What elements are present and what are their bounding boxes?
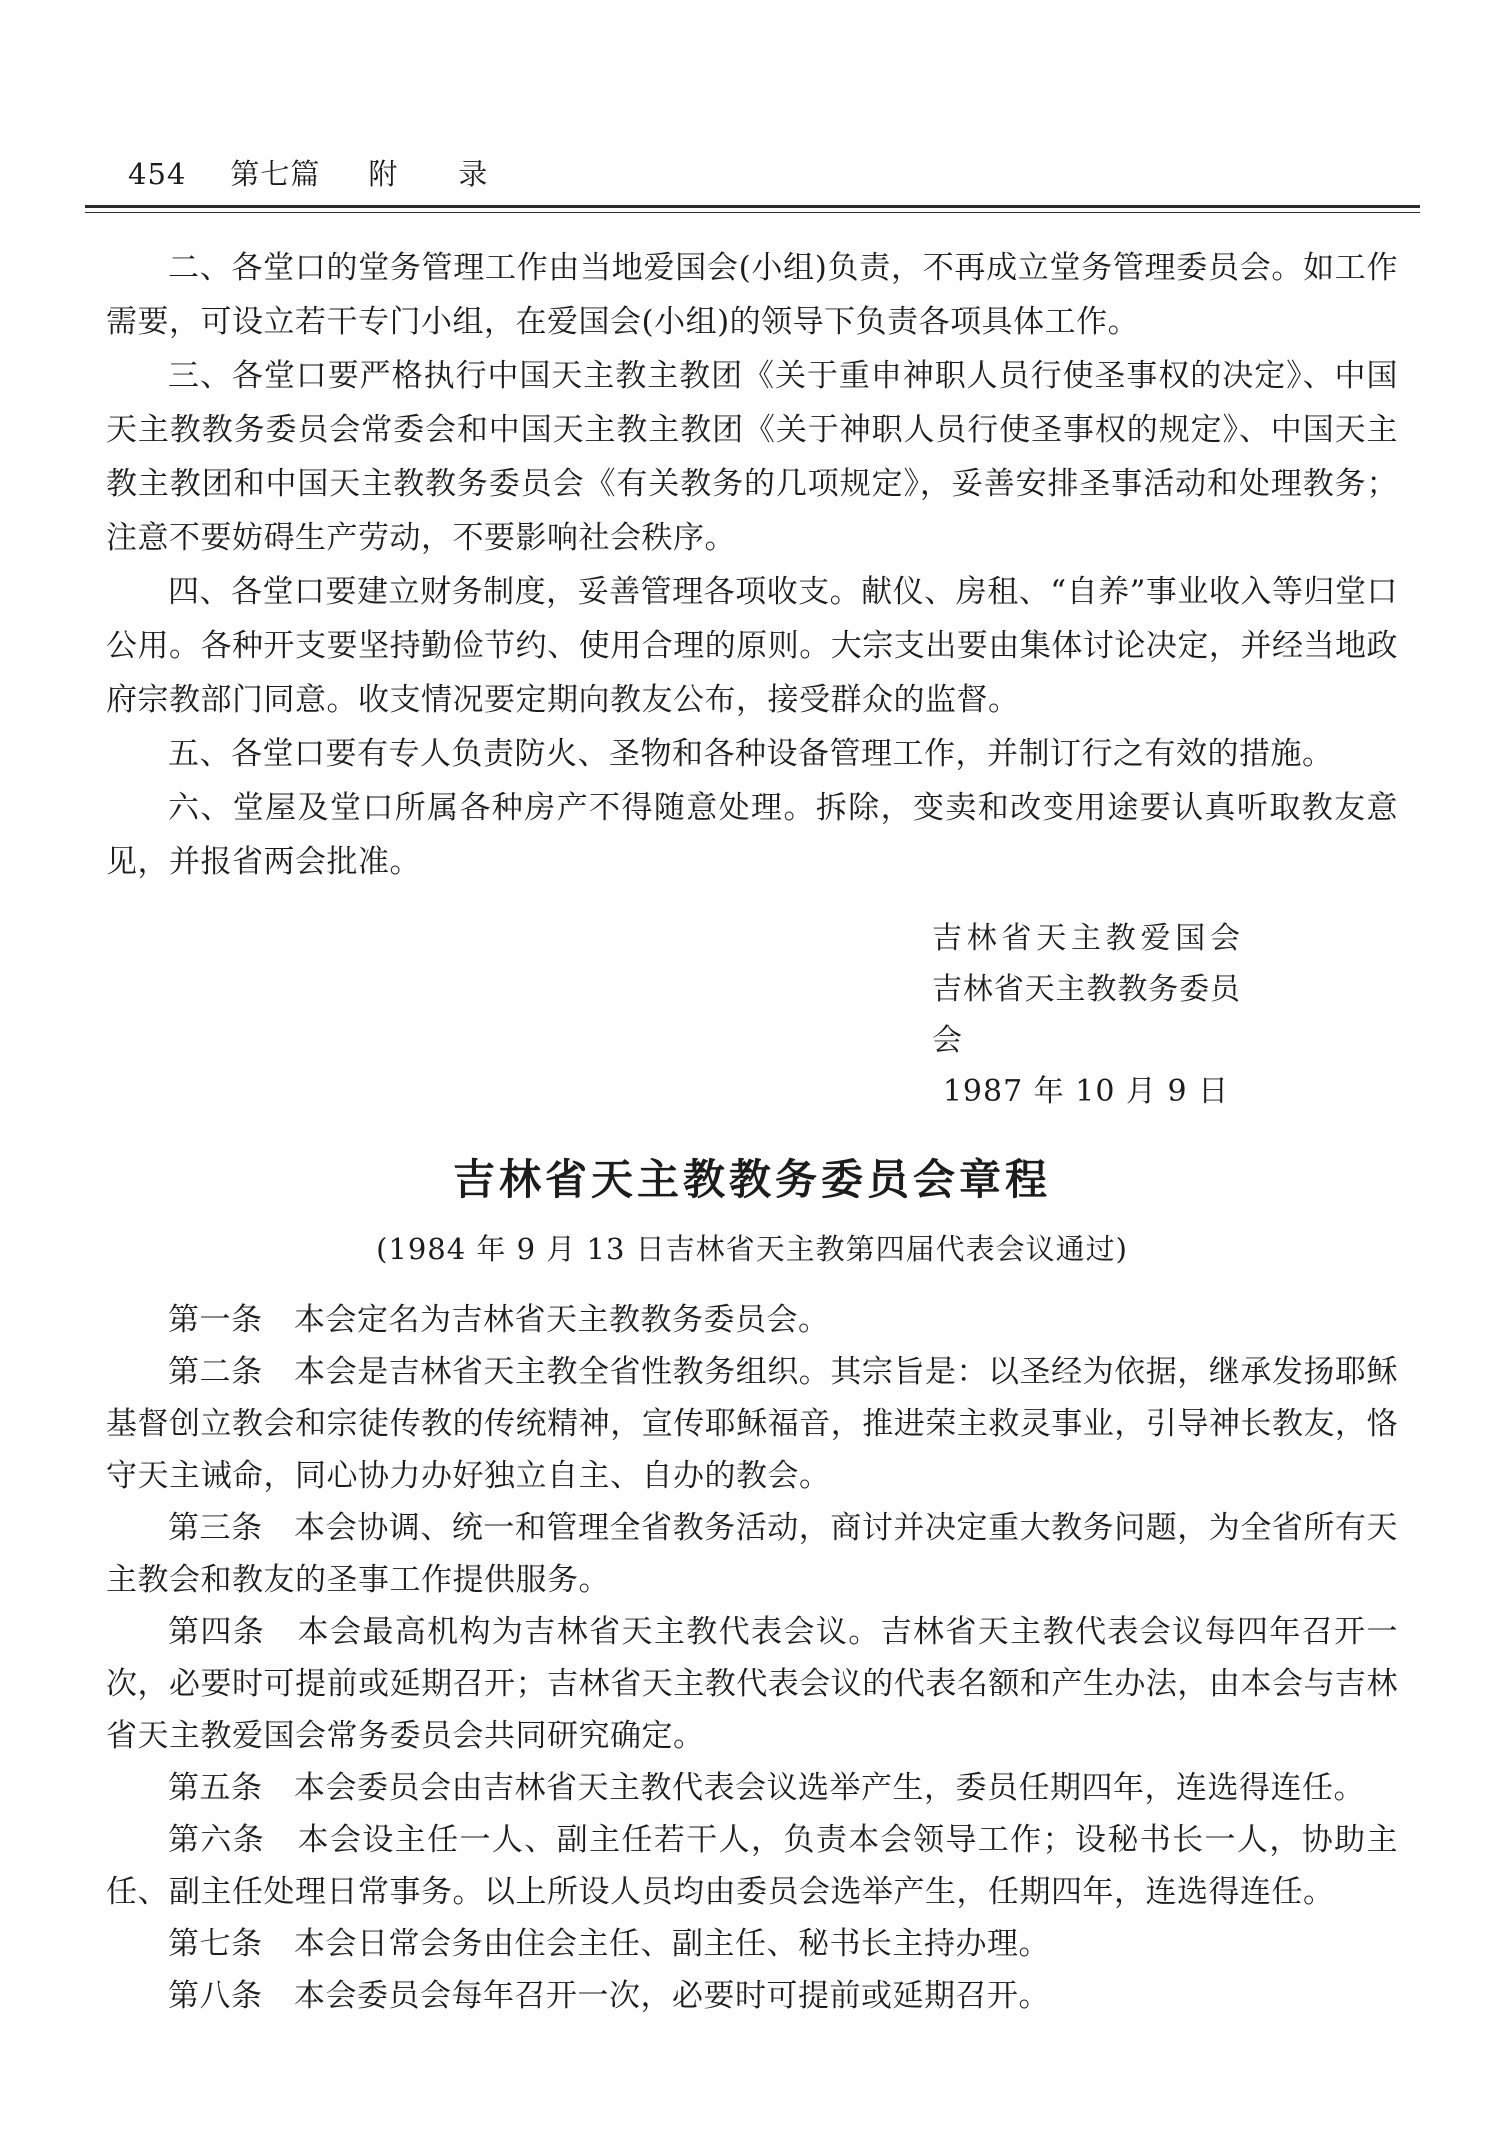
charter-article: 第三条 本会协调、统一和管理全省教务活动，商讨并决定重大教务问题，为全省所有天主教会和教友的圣事工作提供服务。 xyxy=(106,1510,1398,1598)
charter-article: 第六条 本会设主任一人、副主任若干人，负责本会领导工作；设秘书长一人，协助主任、副主任处理日常事务。以上所设人员均由委员会选举产生，任期四年，连选得连任。 xyxy=(106,1822,1398,1910)
notice-paragraph: 五、各堂口要有专人负责防火、圣物和各种设备管理工作，并制订行之有效的措施。 xyxy=(168,736,1334,772)
charter-article: 第八条 本会委员会每年召开一次，必要时可提前或延期召开。 xyxy=(168,1978,1050,2014)
charter-article: 第二条 本会是吉林省天主教全省性教务组织。其宗旨是：以圣经为依据，继承发扬耶稣基督创立教会和宗徒传教的传统精神，宣传耶稣福音，推进荣主救灵事业，引导神长教友，恪守天主诫命，同心协力办好独立自主、自办的教会。 xyxy=(106,1354,1398,1494)
signature-block xyxy=(932,913,1240,1117)
charter-article: 第一条 本会定名为吉林省天主教教务委员会。 xyxy=(168,1302,830,1338)
page-number: 454 xyxy=(128,157,187,191)
notice-paragraph: 三、各堂口要严格执行中国天主教主教团《关于重申神职人员行使圣事权的决定》、中国天主教教务委员会常委会和中国天主教主教团《关于神职人员行使圣事权的规定》、中国天主教主教团和中国天主教教务委员会《有关教务的几项规定》，妥善安排圣事活动和处理教务；注意不要妨碍生产劳动，不要影响社会秩序。 xyxy=(106,358,1398,556)
charter-articles xyxy=(106,1294,1398,2022)
signature-date: 1987 年 10 月 9 日 xyxy=(942,1074,1230,1109)
notice-paragraph: 二、各堂口的堂务管理工作由当地爱国会(小组)负责，不再成立堂务管理委员会。如工作需要，可设立若干专门小组，在爱国会(小组)的领导下负责各项具体工作。 xyxy=(106,250,1398,340)
signature-org-2: 吉林省天主教教务委员会 xyxy=(932,972,1240,1058)
section-label: 第七篇 xyxy=(230,157,321,191)
charter-title: 吉林省天主教教务委员会章程 xyxy=(452,1155,1051,1204)
notice-paragraph: 六、堂屋及堂口所属各种房产不得随意处理。拆除，变卖和改变用途要认真听取教友意见，并报省两会批准。 xyxy=(106,790,1398,880)
signature-org-1: 吉林省天主教爱国会 xyxy=(932,921,1240,956)
header-divider-rule xyxy=(85,205,1420,213)
notice-paragraph: 四、各堂口要建立财务制度，妥善管理各项收支。献仪、房租、“自养”事业收入等归堂口公用。各种开支要坚持勤俭节约、使用合理的原则。大宗支出要由集体讨论决定，并经当地政府宗教部门同意。收支情况要定期向教友公布，接受群众的监督。 xyxy=(106,574,1398,718)
running-header xyxy=(106,152,1398,193)
charter-article: 第四条 本会最高机构为吉林省天主教代表会议。吉林省天主教代表会议每四年召开一次，必要时可提前或延期召开；吉林省天主教代表会议的代表名额和产生办法，由本会与吉林省天主教爱国会常务委员会共同研究确定。 xyxy=(106,1614,1398,1754)
charter-subtitle: (1984 年 9 月 13 日吉林省天主教第四届代表会议通过) xyxy=(376,1232,1128,1266)
section-title: 附 录 xyxy=(368,157,489,191)
charter-article: 第七条 本会日常会务由住会主任、副主任、秘书长主持办理。 xyxy=(168,1926,1050,1962)
notice-body xyxy=(106,241,1398,889)
charter-article: 第五条 本会委员会由吉林省天主教代表会议选举产生，委员任期四年，连选得连任。 xyxy=(168,1770,1365,1806)
